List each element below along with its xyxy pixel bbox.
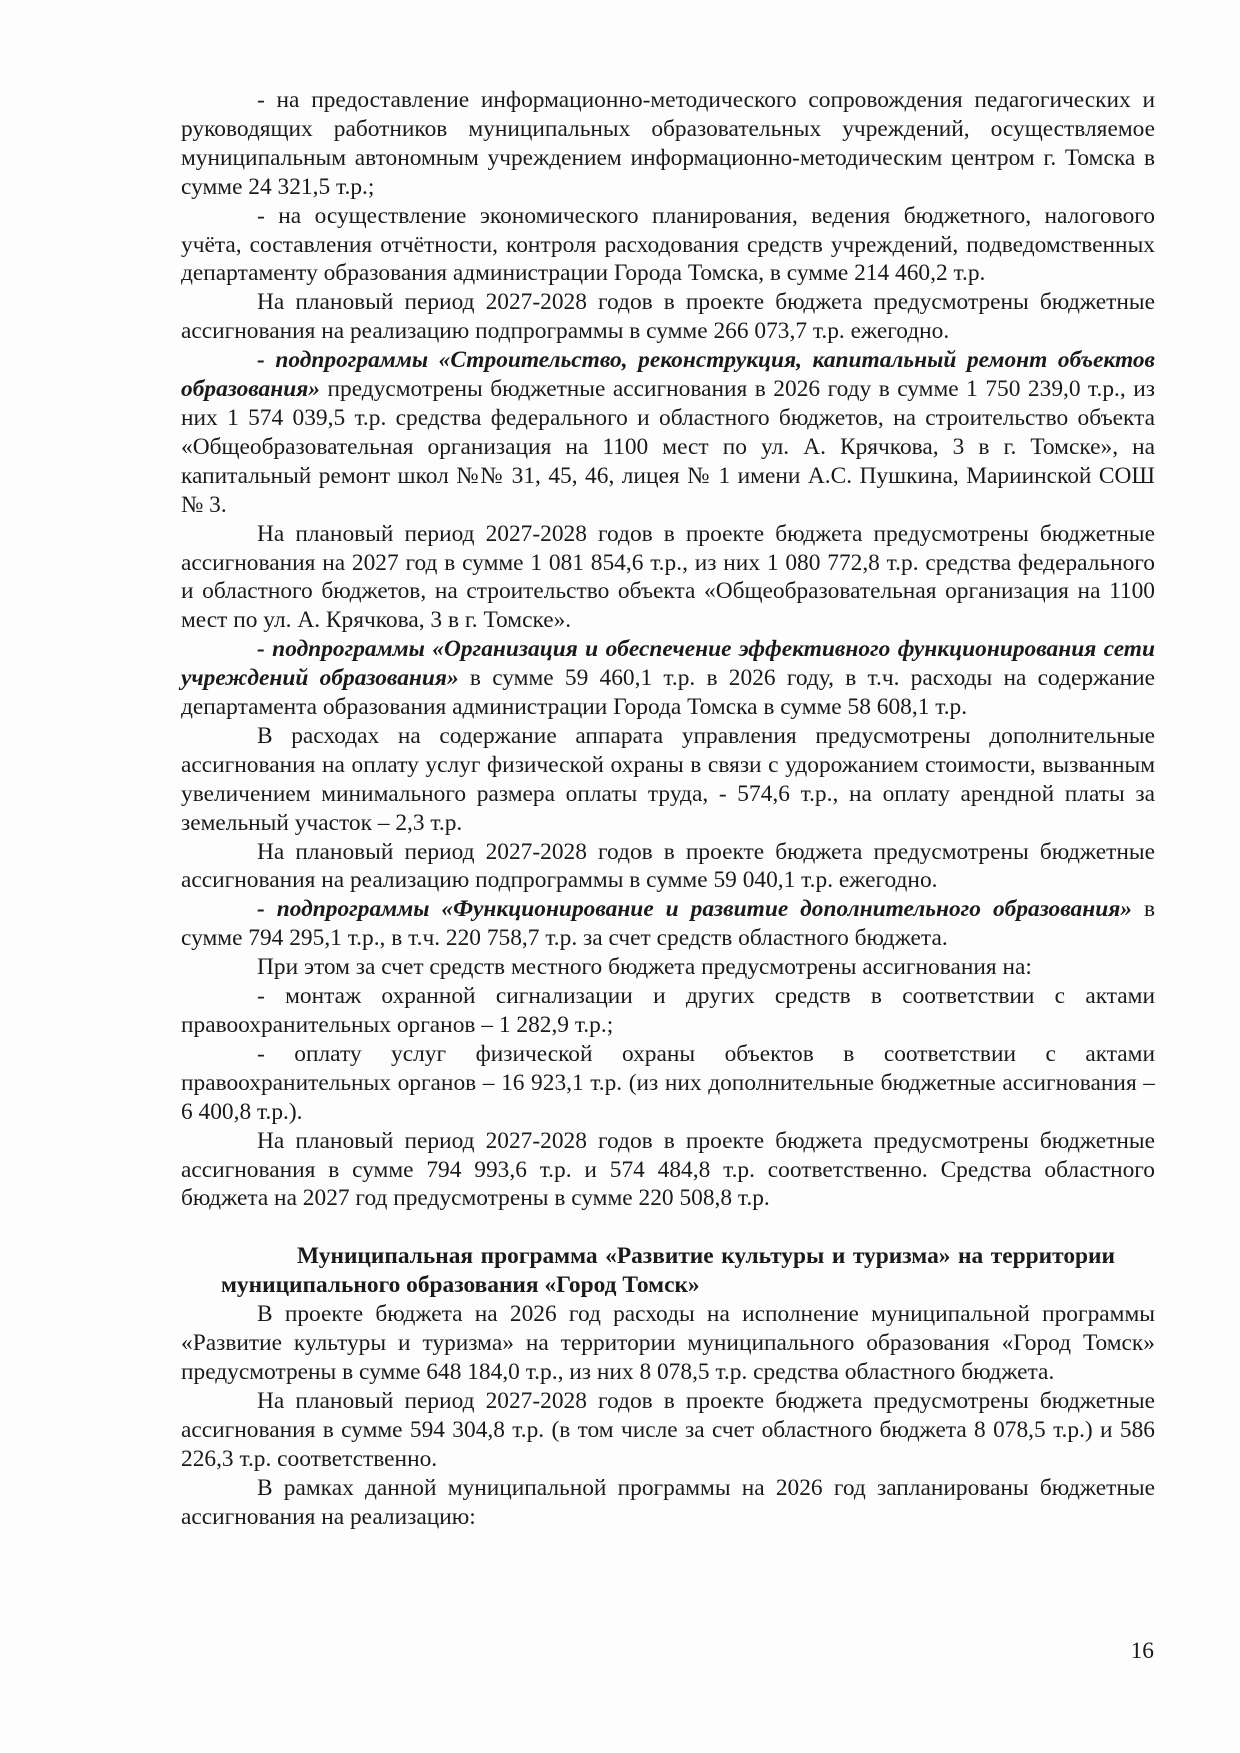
paragraph: На плановый период 2027-2028 годов в проекте бюджета предусмотрены бюджетные ассигнования на 2027 год в сумме 1 081 854,6 т.р., из них 1 080 772,8 т.р. средства федерального и областного бюджетов, на строительство объекта «Общеобразовательная организация на 1100 мест по ул. А. Крячкова, 3 в г. Томске». — [181, 520, 1155, 634]
paragraph: На плановый период 2027-2028 годов в проекте бюджета предусмотрены бюджетные ассигнования на реализацию подпрограммы в сумме 59 040,1 т.р. ежегодно. — [181, 838, 1155, 894]
paragraph-text: в сумме 59 460,1 т.р. в 2026 году, в т.ч. расходы на содержание департамента образования администрации Города Томска в сумме 58 608,1 т.р. — [181, 665, 1156, 721]
paragraph: - оплату услуг физической охраны объектов в соответствии с актами правоохранительных органов – 16 923,1 т.р. (из них дополнительные бюджетные ассигнования – 6 400,8 т.р.). — [181, 1040, 1155, 1125]
paragraph: На плановый период 2027-2028 годов в проекте бюджета предусмотрены бюджетные ассигнования в сумме 794 993,6 т.р. и 574 484,8 т.р. соответственно. Средства областного бюджета на 2027 год предусмотрены в сумме 220 508,8 т.р. — [181, 1127, 1155, 1212]
paragraph: - на осуществление экономического планирования, ведения бюджетного, налогового учёта, составления отчётности, контроля расходования средств учреждений, подведомственных департаменту образования администрации Города Томска, в сумме 214 460,2 т.р. — [181, 202, 1155, 287]
subprogram-title: - подпрограммы «Функционирование и развитие дополнительного образования» — [257, 896, 1132, 923]
page-number: 16 — [1130, 1638, 1154, 1664]
paragraph: - на предоставление информационно-методического сопровождения педагогических и руководящих работников муниципальных образовательных учреждений, осуществляемое муниципальным автономным учреждением информационно-методическим центром г. Томска в сумме 24 321,5 т.р.; — [181, 87, 1155, 200]
paragraph: На плановый период 2027-2028 годов в проекте бюджета предусмотрены бюджетные ассигнования на реализацию подпрограммы в сумме 266 073,7 т.р. ежегодно. — [181, 289, 1155, 345]
paragraph — [181, 635, 1155, 722]
paragraph: В проекте бюджета на 2026 год расходы на исполнение муниципальной программы «Развитие культуры и туризма» на территории муниципального образования «Город Томск» предусмотрены в сумме 648 184,0 т.р., из них 8 078,5 т.р. средства областного бюджета. — [181, 1301, 1155, 1385]
paragraph — [181, 346, 1155, 519]
paragraph-text: в сумме 794 295,1 т.р., в т.ч. 220 758,7 т.р. за счет средств областного бюджета. — [181, 896, 1155, 952]
document-body — [181, 86, 1155, 1531]
paragraph: В рамках данной муниципальной программы на 2026 год запланированы бюджетные ассигнования на реализацию: — [181, 1474, 1155, 1530]
paragraph: В расходах на содержание аппарата управления предусмотрены дополнительные ассигнования на оплату услуг физической охраны в связи с удорожанием стоимости, вызванным увеличением минимального размера оплаты труда, - 574,6 т.р., на оплату арендной платы за земельный участок – 2,3 т.р. — [181, 722, 1155, 836]
paragraph — [181, 895, 1155, 953]
paragraph-text: предусмотрены бюджетные ассигнования в 2026 году в сумме 1 750 239,0 т.р., из них 1 574 039,5 т.р. средства федерального и областного бюджетов, на строительство объекта «Общеобразовательная организация на 1100 мест по ул. А. Крячкова, 3 в г. Томске», на капитальный ремонт школ №№ 31, 45, 46, лицея № 1 имени А.С. Пушкина, Мариинской СОШ № 3. — [181, 376, 1155, 518]
subprogram-title: - подпрограммы «Строительство, реконструкция, капитальный ремонт объектов образования» — [181, 347, 1155, 403]
paragraph: При этом за счет средств местного бюджета предусмотрены ассигнования на: — [257, 954, 1032, 981]
section-heading: Муниципальная программа «Развитие культуры и туризма» на территории муниципального образования «Город Томск» — [221, 1243, 1115, 1299]
subprogram-title: - подпрограммы «Организация и обеспечение эффективного функционирования сети учреждений образования» — [181, 636, 1155, 692]
paragraph: - монтаж охранной сигнализации и других средств в соответствии с актами правоохранительных органов – 1 282,9 т.р.; — [181, 983, 1155, 1038]
paragraph: На плановый период 2027-2028 годов в проекте бюджета предусмотрены бюджетные ассигнования в сумме 594 304,8 т.р. (в том числе за счет областного бюджета 8 078,5 т.р.) и 586 226,3 т.р. соответственно. — [181, 1387, 1155, 1472]
